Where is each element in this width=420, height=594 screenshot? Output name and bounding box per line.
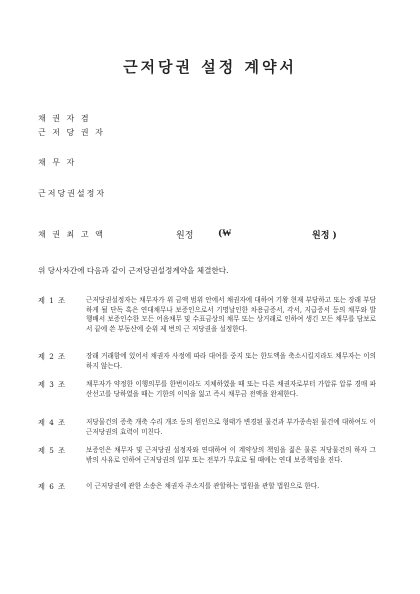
- amount-won-close: 원정 ): [312, 231, 337, 241]
- clause-text: 보증인은 채무자 및 근저당권 설정자와 연대하여 이 계약상의 책임을 짊은 물론 저당물건의 하자 그 밖의 사유로 인하여 근저당권의 일부 또는 전부가 무효로 될 때에는 연대 보증책임을 진다.: [86, 446, 376, 464]
- clause-number: 제 1 조: [38, 296, 67, 305]
- label-mortgagor: 근저당권설정자: [38, 189, 107, 198]
- document-title: 근저당권 설정 계약서: [123, 58, 297, 76]
- clause-text: 이 근저당권에 관한 소송은 채권자 주소지를 관할하는 법원을 관할 법원으로 한다.: [86, 482, 320, 490]
- amount-won-symbol: (₩: [218, 229, 232, 239]
- clause-text: 채무자가 약정한 이행의무를 한번이라도 지체하였을 때 또는 다른 채권자로부터 가압류 압류 경매 파산선고를 당하였을 때는 기한의 이익을 잃고 즉시 채무금 전액을 완제한다.: [86, 380, 376, 398]
- clause-number: 제 4 조: [38, 418, 67, 427]
- clause-number: 제 2 조: [38, 352, 67, 361]
- clause-text: 장래 거래함에 있어서 채권자 사정에 따라 대여를 중지 또는 한도액을 축소시킬지라도 채무자는 이의하지 않는다.: [86, 352, 376, 370]
- clause-number: 제 5 조: [38, 446, 67, 455]
- label-creditor: 채 권 자 겸: [38, 114, 91, 123]
- label-mortgagee: 근 저 당 권 자: [38, 128, 105, 137]
- clause-number: 제 6 조: [38, 482, 67, 491]
- clause-text: 근저당권설정자는 채무자가 위 금액 범위 안에서 채권자에 대하여 기왕 현재 부담하고 또는 장래 부담하게 될 단독 혹은 연대채무나 보증인으로서 기명날인한 차용금증서, 각서, 지급증서 등의 채무와 발행배서 보증인수한 모든 어음채무 및 수표금상의 채무 또는 상거래로 인하여 생긴 모든 채무를 담보로서 끝에 쓴 부동산에 순위 제 번의 근 저당권을 설정한다.: [86, 296, 376, 333]
- clause-text: 저당물건의 증축 개축 수리 개조 등의 원인으로 형태가 변경된 물건과 부가종속된 물건에 대하여도 이 근저당권의 효력이 미친다.: [86, 418, 376, 436]
- clause-number: 제 3 조: [38, 380, 67, 389]
- label-max-amount: 채 권 최 고 액: [38, 230, 105, 239]
- intro-text: 위 당사자간에 다음과 같이 근저당권설정계약을 체결한다.: [38, 266, 229, 275]
- amount-won-text: 원정: [176, 231, 194, 241]
- label-debtor: 채 무 자: [38, 158, 77, 167]
